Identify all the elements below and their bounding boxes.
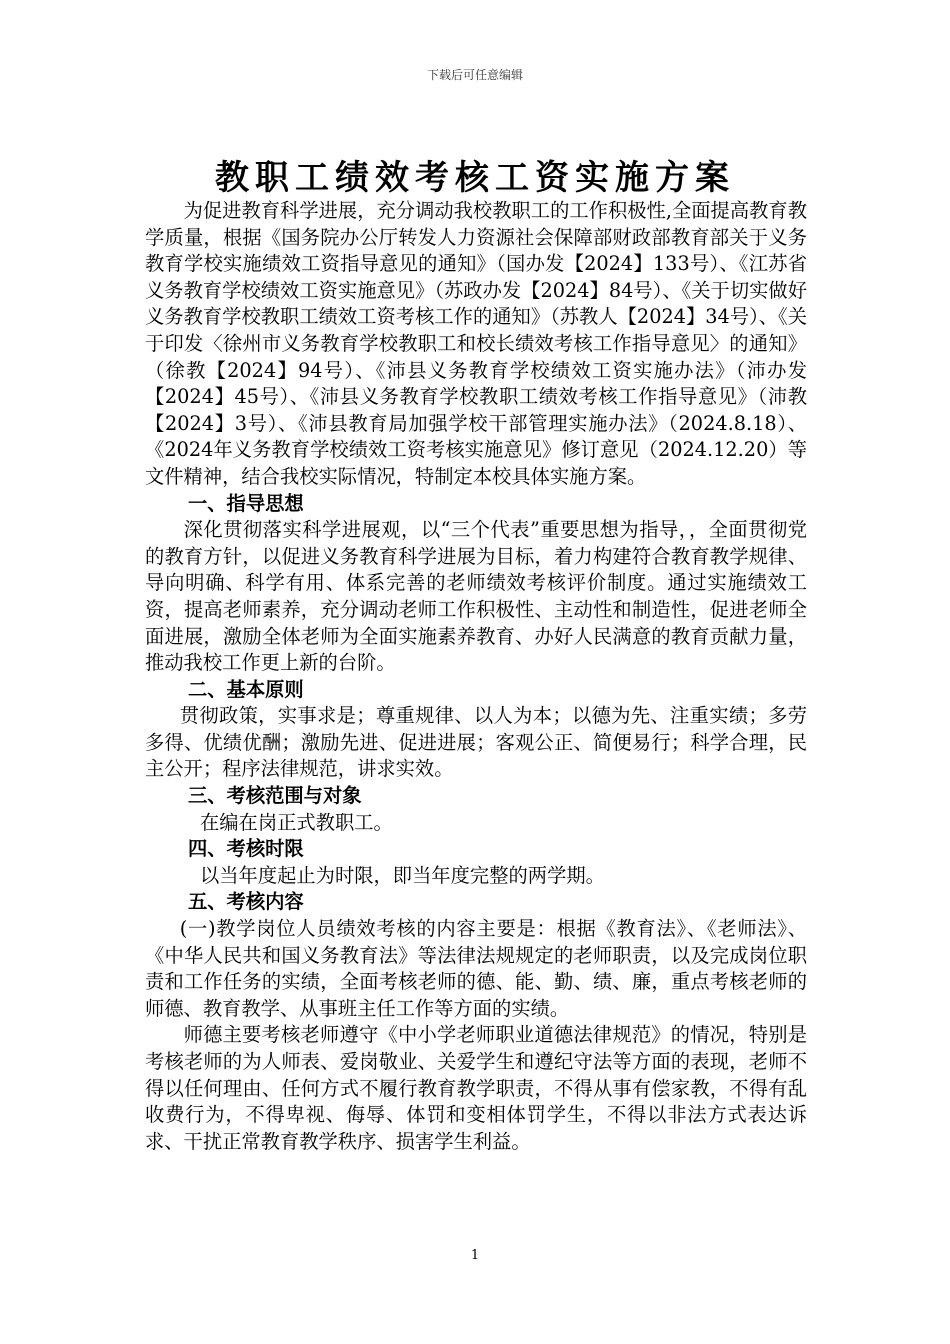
intro-paragraph: 为促进教育科学进展，充分调动我校教职工的工作积极性,全面提高教育教学质量，根据《国务院办公厅转发人力资源社会保障部财政部教育部关于义务教育学校实施绩效工资指导意见的通知》（国办发【2024】133号）、《江苏省义务教育学校绩效工资实施意见》（苏政办发【2024】84号）、《关于切实做好义务教育学校教职工绩效工资考核工作的通知》（苏教人【2024】34号）、《关于印发〈徐州市义务教育学校教职工和校长绩效考核工作指导意见〉的通知》（徐教【2024】94号）、《沛县义务教育学校绩效工资实施办法》（沛办发【2024】45号）、《沛县义务教育学校教职工绩效考核工作指导意见》（沛教【2024】3号）、《沛县教育局加强学校干部管理实施办法》（2024.8.18）、《2024年义务教育学校绩效工资考核实施意见》修订意见（2024.12.20）等文件精神，结合我校实际情况，特制定本校具体实施方案。 (145, 199, 807, 488)
document-title: 教职工绩效考核工资实施方案 (215, 158, 735, 198)
section-text-content: (一)教学岗位人员绩效考核的内容主要是：根据《教育法》、《老师法》、《中华人民共和国义务教育法》等法律法规规定的老师职责，以及完成岗位职责和工作任务的实绩，全面考核老师的德、能、勤、绩、廉，重点考核老师的师德、教育教学、从事班主任工作等方面的实绩。 (145, 917, 807, 1020)
ethics-paragraph: 师德主要考核老师遵守《中小学老师职业道德法律规范》的情况，特别是考核老师的为人师表、爱岗敬业、关爱学生和遵纪守法等方面的表现，老师不得以任何理由、任何方式不履行教育教学职责，不得从事有偿家教，不得有乱收费行为，不得卑视、侮辱、体罚和变相体罚学生，不得以非法方式表达诉求、干扰正常教育教学秩序、损害学生利益。 (145, 1023, 807, 1153)
section-text-guiding-ideology: 深化贯彻落实科学进展观，以“三个代表”重要思想为指导，，全面贯彻党的教育方针，以促进义务教育科学进展为目标，着力构建符合教育教学规律、导向明确、科学有用、体系完善的老师绩效考核评价制度。通过实施绩效工资，提高老师素养，充分调动老师工作积极性、主动性和制造性，促进老师全面进展，激励全体老师为全面实施素养教育、办好人民满意的教育贡献力量，推动我校工作更上新的台阶。 (145, 518, 807, 675)
page-number: 1 (470, 1248, 480, 1263)
section-heading-guiding-ideology: 一、指导思想 (188, 491, 304, 515)
section-heading-period: 四、考核时限 (188, 837, 304, 861)
section-heading-scope: 三、考核范围与对象 (188, 784, 362, 808)
section-text-basic-principles: 贯彻政策，实事求是；尊重规律、以人为本；以德为先、注重实绩；多劳多得、优绩优酬；激励先进、促进进展；客观公正、简便易行；科学合理，民主公开；程序法律规范，讲求实效。 (145, 704, 807, 781)
section-text-period: 以当年度起止为时限，即当年度完整的两学期。 (200, 863, 605, 887)
section-heading-basic-principles: 二、基本原则 (188, 677, 304, 701)
section-heading-content: 五、考核内容 (188, 890, 304, 914)
document-body (145, 198, 807, 1155)
section-text-scope: 在编在岗正式教职工。 (200, 810, 393, 834)
page-header: 下载后可任意编辑 (426, 68, 523, 82)
